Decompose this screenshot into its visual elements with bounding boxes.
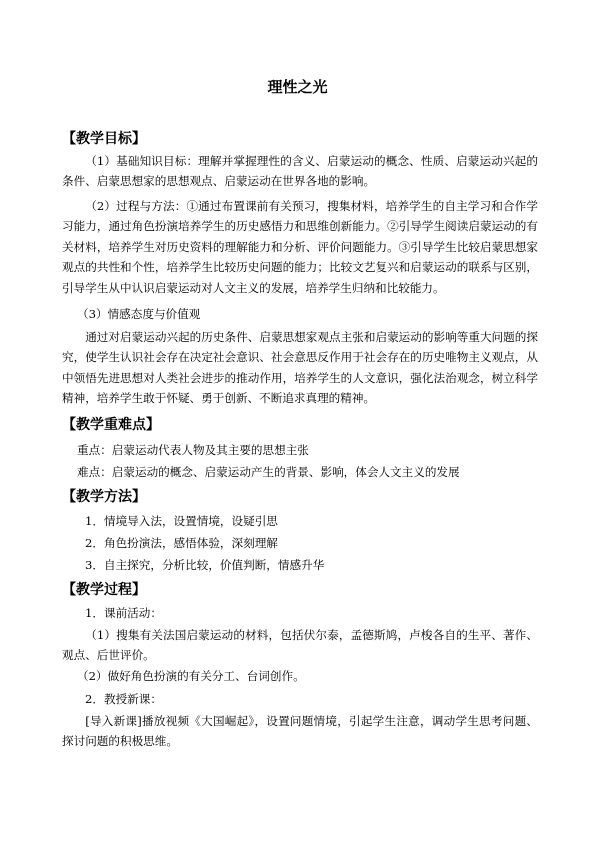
heading-key-difficult-points: 【教学重难点】: [62, 417, 160, 433]
process-lesson-intro: [导入新课]播放视频《大国崛起》，设置问题情境，引起学生注意，调动学生思考问题、探讨问题的积极思维。: [62, 714, 538, 749]
heading-teaching-process: 【教学过程】: [62, 582, 146, 598]
goals-paragraph-attitude: 通过对启蒙运动兴起的历史条件、启蒙思想家观点主张和启蒙运动的影响等重大问题的探究，使学生认识社会存在决定社会意识、社会意思反作用于社会存在的历史唯物主义观点，从中领悟先进思想对人类社会进步的推动作用，培养学生的人文意识，强化法治观念，树立科学精神，培养学生敢于怀疑、勇于创新、不断追求真理的精神。: [62, 330, 538, 406]
process-step-pre-class: 1．课前活动：: [85, 606, 162, 620]
method-item-2: 2．角色扮演法，感悟体验，深刻理解: [85, 536, 278, 550]
process-pre-class-item-2: （2）做好角色扮演的有关分工、台词创作。: [77, 669, 305, 683]
goals-paragraph-knowledge: （1）基础知识目标：理解并掌握理性的含义、启蒙运动的概念、性质、启蒙运动兴起的条件、启蒙思想家的思想观点、启蒙运动在世界各地的影响。: [62, 154, 538, 189]
key-point-text: 重点：启蒙运动代表人物及其主要的思想主张: [77, 443, 309, 457]
method-item-1: 1．情境导入法，设置情境，设疑引思: [85, 514, 278, 528]
process-step-new-lesson: 2．教授新课：: [85, 692, 162, 706]
goals-paragraph-attitude-heading: （3）情感态度与价值观: [77, 307, 201, 321]
process-pre-class-item-1: （1）搜集有关法国启蒙运动的材料，包括伏尔泰，孟德斯鸠，卢梭各自的生平、著作、观点、后世评价。: [62, 628, 538, 663]
heading-teaching-methods: 【教学方法】: [62, 489, 146, 505]
document-title: 理性之光: [267, 78, 328, 96]
method-item-3: 3．自主探究，分析比较，价值判断，情感升华: [85, 558, 325, 572]
difficult-point-text: 难点：启蒙运动的概念、启蒙运动产生的背景、影响，体会人文主义的发展: [77, 465, 460, 479]
goals-paragraph-process-method: （2）过程与方法：①通过布置课前有关预习，搜集材料，培养学生的自主学习和合作学习能力，通过角色扮演培养学生的历史感悟力和思维创新能力。②引导学生阅读启蒙运动的有关材料，培养学生对历史资料的理解能力和分析、评价问题能力。③引导学生比较启蒙思想家观点的共性和个性，培养学生比较历史问题的能力；比较文艺复兴和启蒙运动的联系与区别，引导学生从中认识启蒙运动对人文主义的发展，培养学生归纳和比较能力。: [62, 199, 538, 295]
heading-teaching-goals: 【教学目标】: [62, 131, 146, 147]
